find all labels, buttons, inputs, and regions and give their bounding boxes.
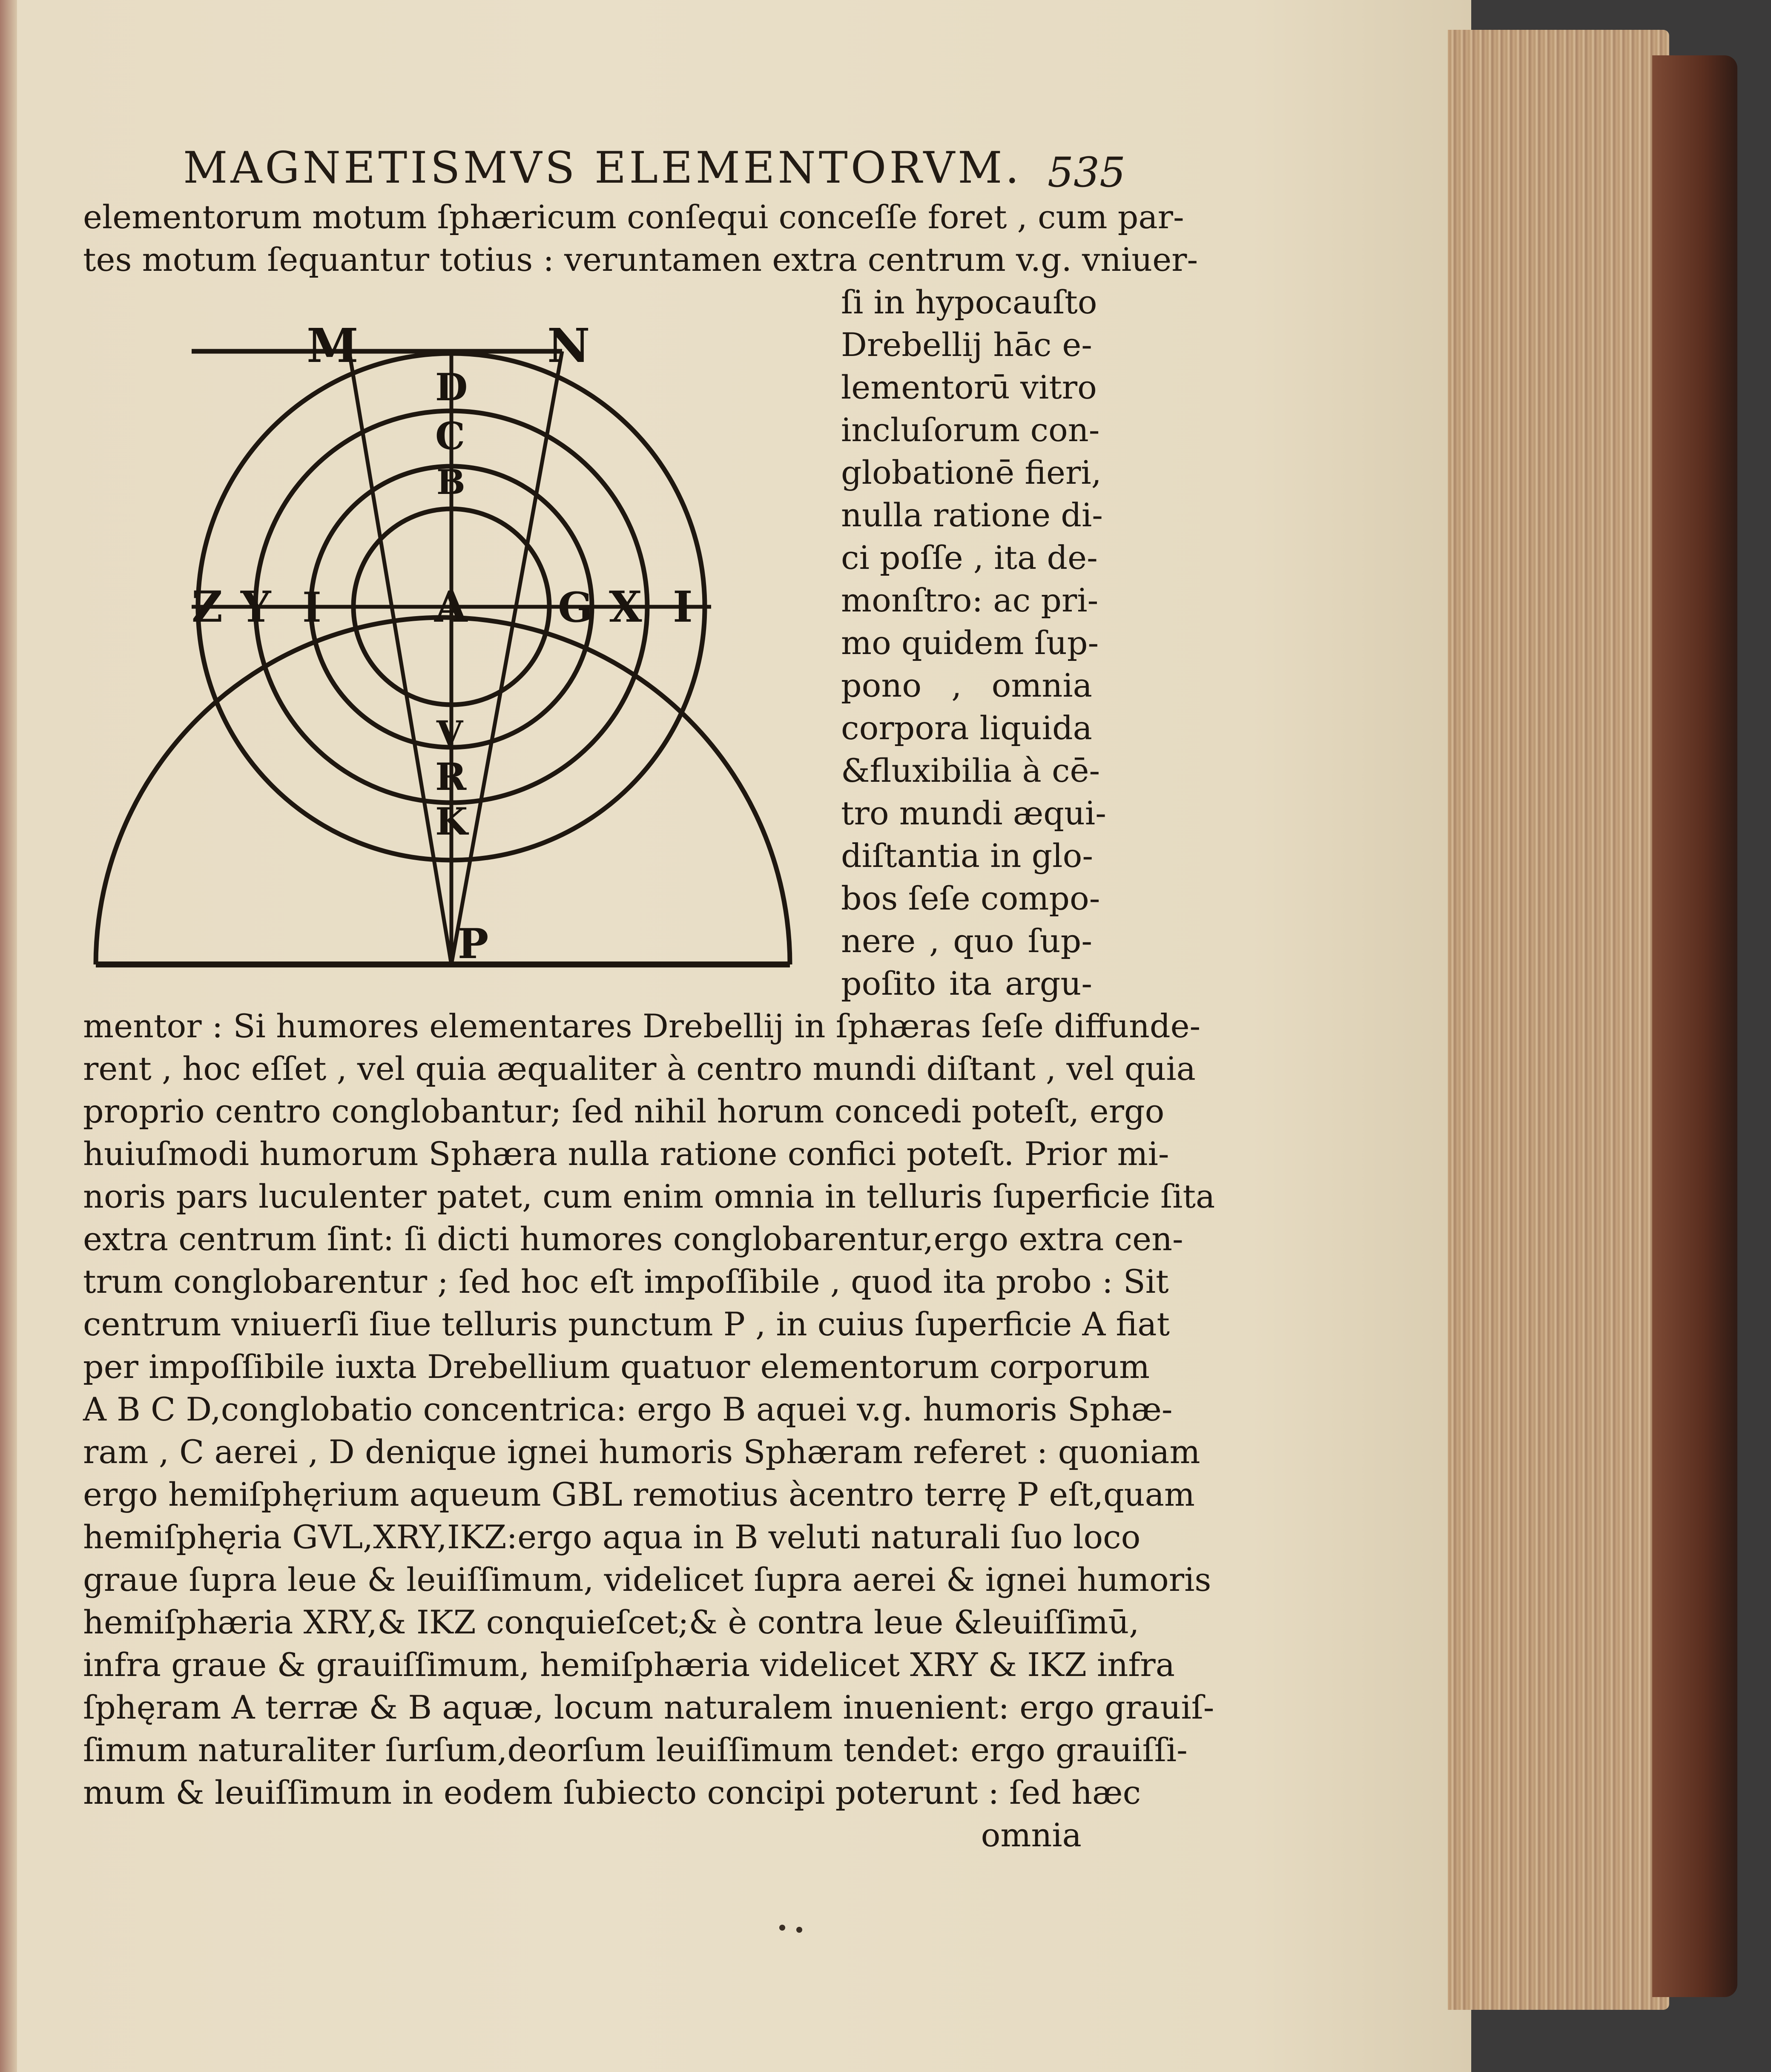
geometric-diagram (85, 318, 835, 979)
text-line: noris pars luculenter patet, cum enim omnia in telluris ſuperficie ſita (83, 1177, 1215, 1215)
label-b: B (436, 462, 465, 502)
text-line: ſi in hypocauſto (841, 283, 1097, 321)
text-line: bos ſeſe compo- (841, 879, 1100, 917)
text-line: pono , omnia (841, 666, 1092, 704)
label-n: N (547, 318, 590, 373)
binding-edge (0, 0, 17, 2072)
text-line: hemiſphęria GVL,XRY,IKZ:ergo aqua in B veluti naturali ſuo loco (83, 1518, 1141, 1556)
catchword: omnia (981, 1816, 1082, 1854)
label-k: K (435, 799, 468, 844)
text-line: rent , hoc eſſet , vel quia æqualiter à centro mundi diſtant , vel quia (83, 1050, 1196, 1088)
text-line: infra graue & grauiſſimum, hemiſphæria videlicet XRY & IKZ infra (83, 1646, 1175, 1684)
label-i-left: I (302, 583, 321, 631)
label-r: R (435, 755, 467, 799)
text-line: elementorum motum ſphæricum conſequi conceſſe foret , cum par- (83, 198, 1184, 236)
running-head: MAGNETISMVS ELEMENTORVM. (183, 143, 1022, 193)
label-p: P (458, 920, 489, 968)
text-line: ſphęram A terræ & B aquæ, locum naturalem inuenient: ergo grauiſ- (83, 1688, 1214, 1726)
text-line: diſtantia in glo- (841, 837, 1094, 875)
label-m: M (307, 318, 359, 373)
page-block-edge (1448, 30, 1669, 2010)
text-line: ram , C aerei , D denique ignei humoris Sphæram referet : quoniam (83, 1433, 1200, 1471)
text-line: &fluxibilia à cē- (841, 752, 1100, 789)
text-line: ſimum naturaliter ſurſum,deorſum leuiſſimum tendet: ergo grauiſſi- (83, 1731, 1188, 1769)
label-c: C (435, 414, 465, 458)
text-line: corpora liquida (841, 709, 1092, 747)
label-g: G (558, 583, 593, 631)
ink-speck (779, 1925, 785, 1931)
text-line: Drebellij hāc e- (841, 326, 1092, 364)
line-n-to-p (451, 351, 562, 964)
text-line: hemiſphæria XRY,& IKZ conquieſcet;& è contra leue &leuiſſimū, (83, 1603, 1140, 1641)
text-line: mo quidem ſup- (841, 624, 1099, 662)
label-v: V (436, 713, 463, 753)
label-d: D (435, 365, 468, 409)
text-line: per impoſſibile iuxta Drebellium quatuor elementorum corporum (83, 1348, 1150, 1386)
text-line: tro mundi æqui- (841, 794, 1106, 832)
text-line: mentor : Si humores elementares Drebellij in ſphæras ſeſe diffunde- (83, 1007, 1201, 1045)
ink-speck (796, 1927, 802, 1933)
label-y: Y (241, 582, 271, 632)
text-line: incluſorum con- (841, 411, 1100, 449)
text-line: monſtro: ac pri- (841, 581, 1099, 619)
book-cover (1652, 55, 1737, 1997)
text-line: tes motum ſequantur totius : veruntamen extra centrum v.g. vniuer- (83, 241, 1198, 278)
text-line: mum & leuiſſimum in eodem ſubiecto concipi poterunt : ſed hæc (83, 1774, 1141, 1811)
text-line: nere , quo ſup- (841, 922, 1092, 960)
label-x: X (609, 582, 642, 632)
page-number: 535 (1048, 149, 1126, 196)
text-line: ci poſſe , ita de- (841, 539, 1098, 577)
text-line: extra centrum ſint: ſi dicti humores conglobarentur,ergo extra cen- (83, 1220, 1183, 1258)
text-line: lementorū vitro (841, 368, 1097, 406)
text-line: poſito ita argu- (841, 964, 1092, 1002)
label-z: Z (192, 582, 223, 632)
text-line: nulla ratione di- (841, 496, 1103, 534)
text-line: ergo hemiſphęrium aqueum GBL remotius àcentro terrę P eſt,quam (83, 1475, 1195, 1513)
label-i-right: I (673, 582, 693, 632)
text-line: proprio centro conglobantur; ſed nihil horum concedi poteſt, ergo (83, 1092, 1165, 1130)
text-line: A B C D,conglobatio concentrica: ergo B aquei v.g. humoris Sphæ- (83, 1390, 1173, 1428)
text-line: trum conglobarentur ; ſed hoc eſt impoſſibile , quod ita probo : Sit (83, 1263, 1169, 1300)
text-line: graue ſupra leue & leuiſſimum, videlicet ſupra aerei & ignei humoris (83, 1561, 1211, 1598)
label-a: A (434, 582, 468, 632)
text-line: centrum vniuerſi ſiue telluris punctum P , in cuius ſuperficie A fiat (83, 1305, 1170, 1343)
text-line: huiuſmodi humorum Sphæra nulla ratione confici poteſt. Prior mi- (83, 1135, 1169, 1173)
text-line: globationē fieri, (841, 453, 1102, 491)
